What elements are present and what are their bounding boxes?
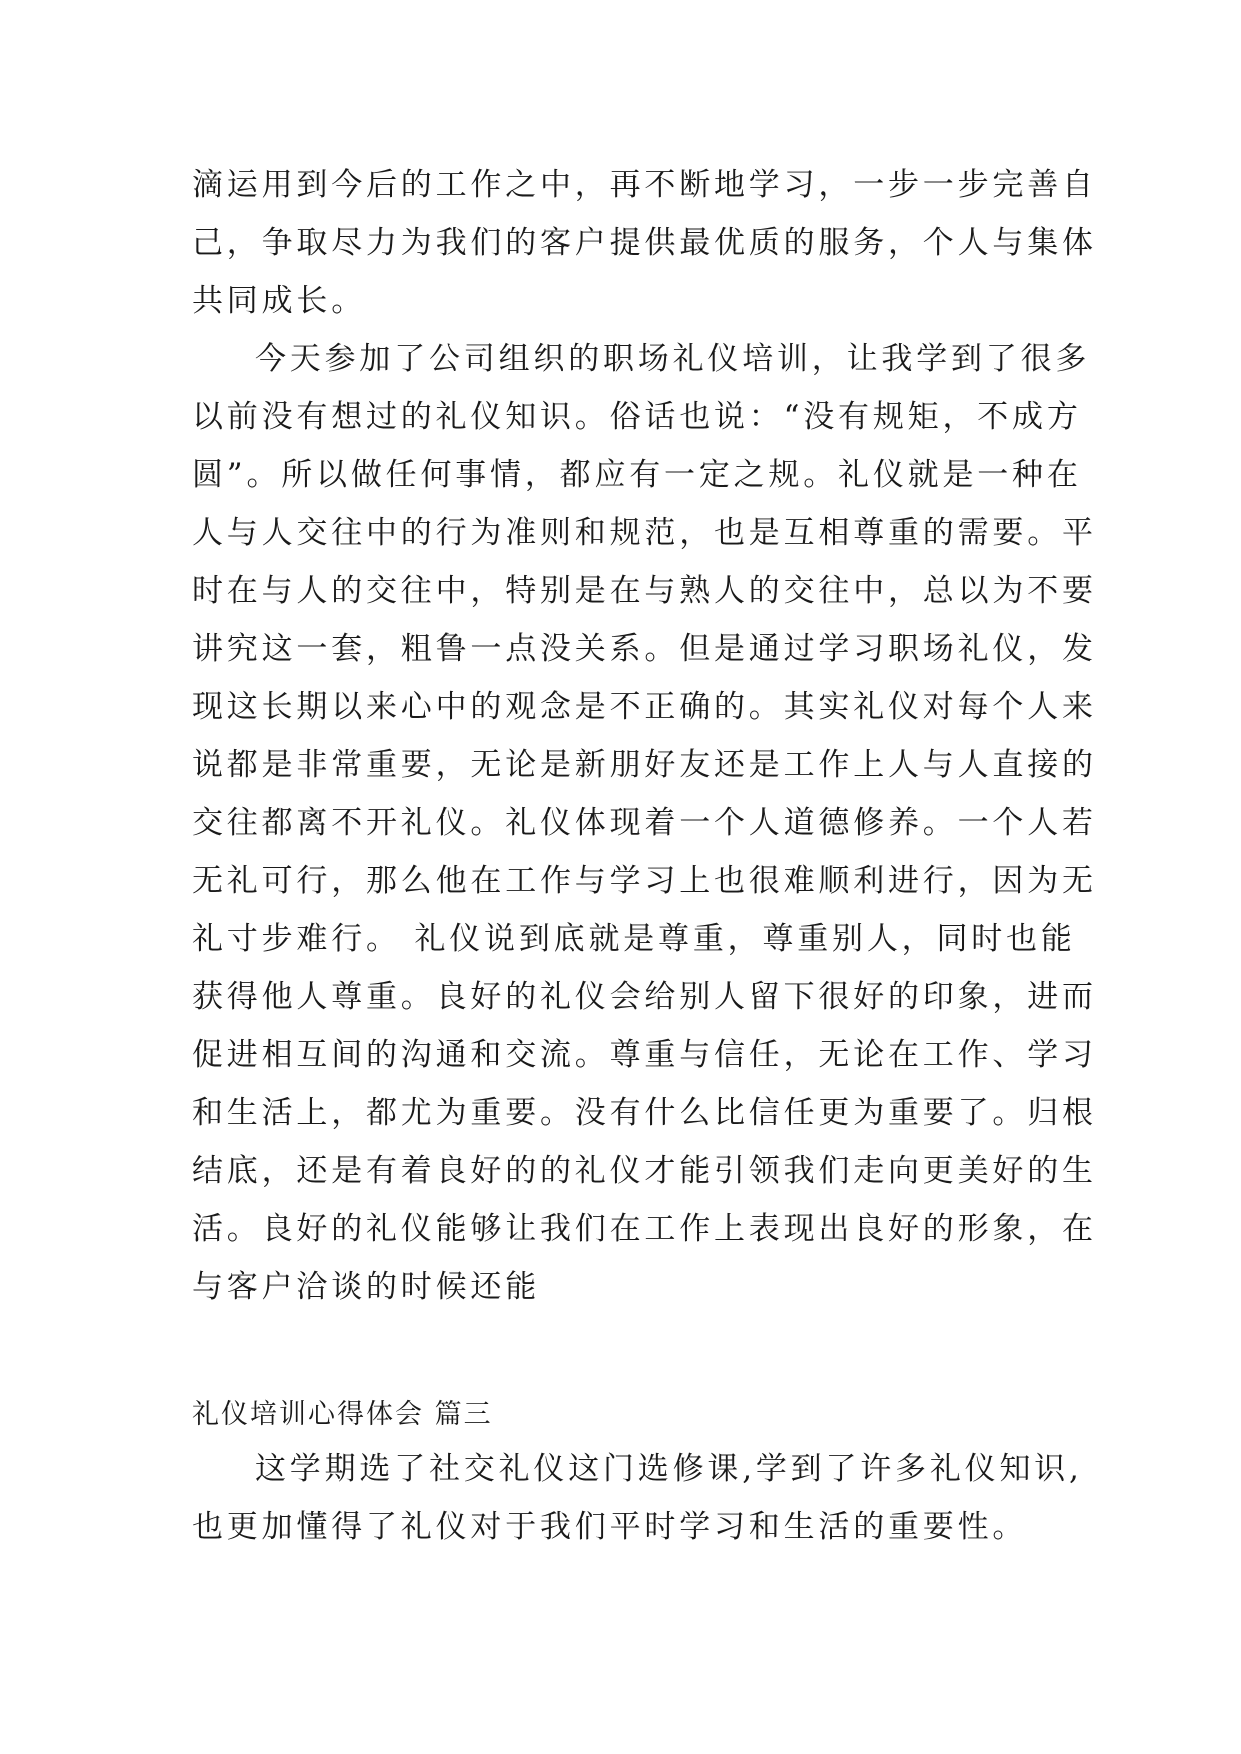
text-line: 获得他人尊重。良好的礼仪会给别人留下很好的印象，进而 — [192, 979, 1097, 1015]
text-line: 圆”。所以做任何事情，都应有一定之规。礼仪就是一种在 — [192, 457, 1082, 493]
text-line: 与客户洽谈的时候还能 — [192, 1269, 540, 1305]
text-line: 交往都离不开礼仪。礼仪体现着一个人道德修养。一个人若 — [192, 805, 1097, 841]
text-line: 礼寸步难行。 礼仪说到底就是尊重，尊重别人，同时也能 — [192, 921, 1076, 957]
text-line: 今天参加了公司组织的职场礼仪培训，让我学到了很多 — [255, 341, 1091, 377]
text-line: 无礼可行，那么他在工作与学习上也很难顺利进行，因为无 — [192, 863, 1097, 899]
text-line: 共同成长。 — [192, 283, 366, 319]
section-heading: 礼仪培训心得体会 篇三 — [192, 1399, 493, 1430]
text-line: 时在与人的交往中，特别是在与熟人的交往中，总以为不要 — [192, 573, 1097, 609]
body-text — [192, 156, 1097, 1374]
text-line: 说都是非常重要，无论是新朋好友还是工作上人与人直接的 — [192, 747, 1097, 783]
text-line: 现这长期以来心中的观念是不正确的。其实礼仪对每个人来 — [192, 689, 1097, 725]
text-line: 讲究这一套，粗鲁一点没关系。但是通过学习职场礼仪，发 — [192, 631, 1097, 667]
text-line: 以前没有想过的礼仪知识。俗话也说：“没有规矩，不成方 — [192, 399, 1082, 435]
text-line: 促进相互间的沟通和交流。尊重与信任，无论在工作、学习 — [192, 1037, 1097, 1073]
text-line: 和生活上，都尤为重要。没有什么比信任更为重要了。归根 — [192, 1095, 1097, 1131]
paragraph-1 — [192, 156, 1097, 330]
text-line: 也更加懂得了礼仪对于我们平时学习和生活的重要性。 — [192, 1509, 1028, 1545]
text-line: 己，争取尽力为我们的客户提供最优质的服务，个人与集体 — [192, 225, 1097, 261]
text-line — [192, 1316, 1067, 1374]
paragraph-3 — [192, 1440, 1083, 1556]
text-line: 结底，还是有着良好的的礼仪才能引领我们走向更美好的生 — [192, 1153, 1097, 1189]
text-line: 这学期选了社交礼仪这门选修课,学到了许多礼仪知识, — [255, 1451, 1083, 1487]
text-line: 滴运用到今后的工作之中，再不断地学习，一步一步完善自 — [192, 167, 1097, 203]
text-line: 活。良好的礼仪能够让我们在工作上表现出良好的形象，在 — [192, 1211, 1097, 1247]
paragraph-2 — [192, 330, 1097, 1374]
text-line: 人与人交往中的行为准则和规范，也是互相尊重的需要。平 — [192, 515, 1097, 551]
